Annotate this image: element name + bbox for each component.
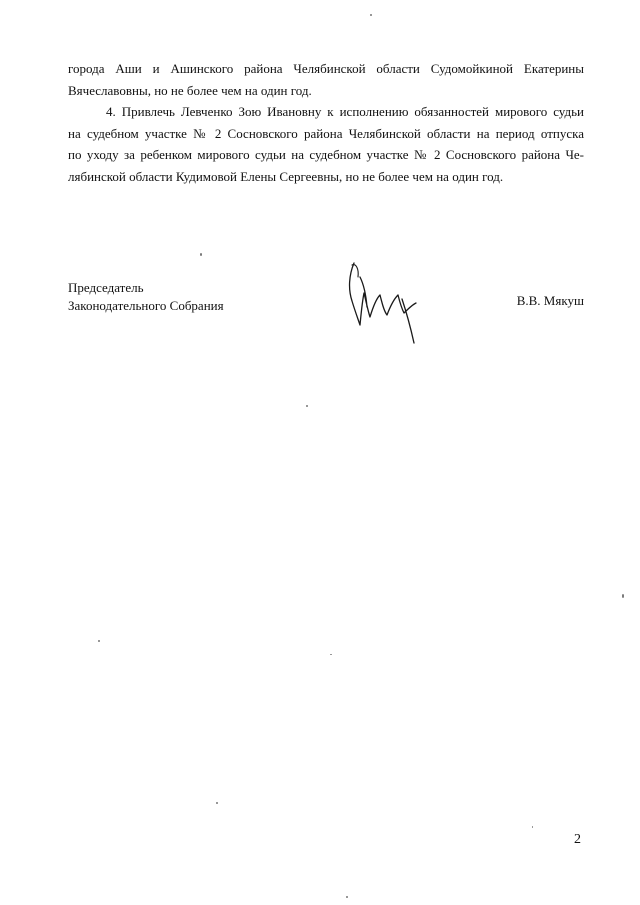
paragraph-continuation	[68, 58, 584, 101]
text-line: лябинской области Кудимовой Елены Сергеевны, но не более чем на один год.	[68, 168, 504, 184]
signatory-title	[68, 279, 224, 315]
text-line: по уходу за ребенком мирового судьи на судебном участке № 2 Сосновского района Че-	[68, 147, 584, 162]
text-line: 4. Привлечь Левченко Зою Ивановну к исполнению обязанностей мирового судьи	[106, 104, 584, 119]
scan-speck	[346, 896, 348, 898]
signatory-name: В.В. Мякуш	[516, 293, 584, 308]
paragraph-item-4	[68, 101, 584, 187]
scan-speck	[98, 640, 100, 642]
handwritten-signature	[340, 255, 430, 350]
scan-speck	[370, 14, 372, 16]
text-line: на судебном участке № 2 Сосновского района Челябинской области на период отпуска	[68, 125, 584, 141]
scan-speck	[622, 594, 624, 598]
page-number: 2	[574, 832, 581, 847]
text-line: Вячеславовны, но не более чем на один год.	[68, 82, 312, 98]
signatory-title-line2: Законодательного Собрания	[68, 298, 224, 313]
signatory-title-line1: Председатель	[68, 280, 144, 295]
text-line: города Аши и Ашинского района Челябинской области Судомойкиной Екатерины	[68, 61, 584, 76]
scan-speck	[216, 802, 218, 804]
scan-speck	[330, 654, 332, 655]
scan-speck	[200, 253, 202, 256]
scan-speck	[306, 405, 308, 407]
scan-speck	[532, 826, 533, 828]
